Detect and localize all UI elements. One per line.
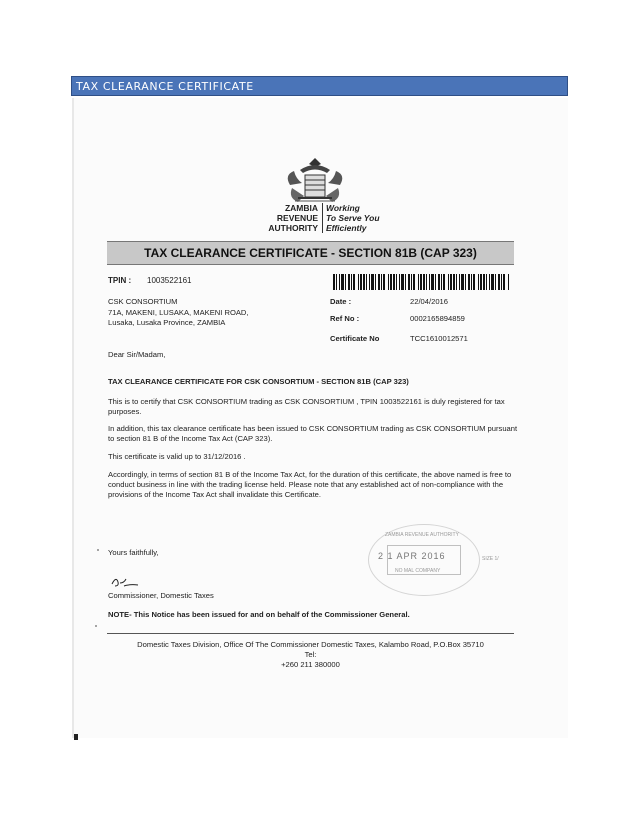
barcode-bar [431, 274, 434, 290]
barcode-bar [408, 274, 410, 290]
barcode-bar [438, 274, 440, 290]
salutation: Dear Sir/Madam, [108, 350, 166, 359]
barcode-bar [393, 274, 395, 290]
barcode-bar [401, 274, 404, 290]
barcode-bar [478, 274, 479, 290]
tagline-line-2: To Serve You [326, 213, 380, 223]
barcode-bar [383, 274, 385, 290]
barcode-bar [503, 274, 505, 290]
barcode-bar [483, 274, 485, 290]
footer-line-3: +260 211 380000 [281, 660, 340, 669]
tagline-line-1: Working [326, 203, 360, 213]
logo-line-zambia: ZAMBIA [284, 203, 318, 213]
barcode-bar [420, 274, 422, 290]
barcode-bar [495, 274, 496, 290]
scan-speck [97, 549, 99, 551]
paragraph-compliance: Accordingly, in terms of section 81 B of the Income Tax Act, for the duration of this certificate, the above named is free to conduct business in line with the trading license held. Please note that any established act of non-compliance with the provisions of the Income Tax Act shall invalidate this Certificate. [108, 470, 512, 499]
scan-edge [72, 98, 74, 738]
barcode-bar [456, 274, 457, 290]
barcode-bar [435, 274, 436, 290]
barcode-bar [489, 274, 490, 290]
address-line-1: 71A, MAKENI, LUSAKA, MAKENI ROAD, [108, 308, 249, 317]
barcode-bar [508, 274, 509, 290]
barcode-bar [441, 274, 442, 290]
barcode-bar [388, 274, 389, 290]
barcode-bar [468, 274, 470, 290]
barcode-bar [411, 274, 412, 290]
stamp-bottom-text: NO MAL COMPANY [395, 568, 441, 574]
barcode-bar [480, 274, 482, 290]
barcode-bar [341, 274, 344, 290]
footer-address [107, 640, 514, 670]
certificate-title: TAX CLEARANCE CERTIFICATE - SECTION 81B (CAP 323) [144, 246, 477, 260]
subject-line: TAX CLEARANCE CERTIFICATE FOR CSK CONSORTIUM - SECTION 81B (CAP 323) [108, 377, 409, 386]
barcode-bar [491, 274, 494, 290]
barcode-bar [371, 274, 374, 290]
barcode-bar [429, 274, 430, 290]
ref-no-label: Ref No : [330, 314, 360, 323]
notice-note: NOTE- This Notice has been issued for and on behalf of the Commissioner General. [108, 610, 410, 619]
scan-corner-mark [74, 734, 78, 740]
barcode-bar [381, 274, 382, 290]
logo-divider [322, 203, 323, 233]
barcode-bar [399, 274, 400, 290]
certificate-no-label: Certificate No [330, 334, 380, 343]
logo-line-revenue: REVENUE [276, 213, 318, 223]
footer-line-2: Tel: [304, 650, 317, 659]
barcode-bar [465, 274, 466, 290]
certificate-no-value: TCC1610012571 [410, 334, 468, 343]
barcode-bar [339, 274, 340, 290]
section-header-bar [71, 76, 568, 96]
barcode-bar [459, 274, 460, 290]
stamp-side-text: SIZE 1/ [482, 556, 499, 562]
tpin-label: TPIN : [108, 276, 132, 285]
barcode-bar [498, 274, 500, 290]
barcode-bar [450, 274, 452, 290]
barcode-bar [473, 274, 475, 290]
barcode-bar [345, 274, 346, 290]
barcode-bar [418, 274, 419, 290]
logo-wordmark [248, 203, 318, 233]
date-label: Date : [330, 297, 352, 306]
logo-tagline [326, 203, 380, 233]
barcode-bar [461, 274, 464, 290]
date-value: 22/04/2016 [410, 297, 449, 306]
barcode-icon [333, 274, 511, 290]
footer-divider [107, 633, 514, 634]
barcode-bar [448, 274, 449, 290]
barcode-bar [366, 274, 367, 290]
footer-line-1: Domestic Taxes Division, Office Of The Commissioner Domestic Taxes, Kalambo Road, P.O.Box 35710 [137, 640, 484, 649]
stamp-date: 2 1 APR 2016 [378, 551, 446, 561]
closing: Yours faithfully, [108, 548, 159, 557]
signatory-title: Commissioner, Domestic Taxes [108, 591, 214, 600]
barcode-bar [333, 274, 335, 290]
paragraph-registration: This is to certify that CSK CONSORTIUM trading as CSK CONSORTIUM , TPIN 1003522161 is duly registered for tax purposes. [108, 397, 505, 416]
scan-speck [95, 625, 97, 627]
barcode-bar [471, 274, 472, 290]
tagline-line-3: Efficiently [326, 223, 367, 233]
barcode-bar [423, 274, 425, 290]
barcode-bar [396, 274, 397, 290]
barcode-bar [358, 274, 359, 290]
barcode-bar [405, 274, 406, 290]
barcode-bar [443, 274, 445, 290]
tpin-value: 1003522161 [147, 276, 192, 285]
barcode-bar [353, 274, 355, 290]
ref-no-value: 0002165894859 [410, 314, 465, 323]
barcode-bar [348, 274, 350, 290]
signature-icon [110, 574, 150, 590]
logo-line-authority: AUTHORITY [268, 223, 318, 233]
barcode-bar [378, 274, 380, 290]
paragraph-issuance: In addition, this tax clearance certificate has been issued to CSK CONSORTIUM trading as CSK CONSORTIUM pursuant to section 81 B of the Income Tax Act (CAP 323). [108, 424, 518, 443]
barcode-bar [375, 274, 376, 290]
address-name: CSK CONSORTIUM [108, 297, 178, 306]
barcode-bar [390, 274, 392, 290]
barcode-bar [501, 274, 502, 290]
barcode-bar [351, 274, 352, 290]
barcode-bar [336, 274, 337, 290]
barcode-bar [426, 274, 427, 290]
barcode-bar [360, 274, 362, 290]
barcode-bar [363, 274, 365, 290]
section-header-title: TAX CLEARANCE CERTIFICATE [76, 80, 254, 93]
certificate-title-banner [107, 241, 514, 265]
barcode-bar [453, 274, 455, 290]
barcode-bar [413, 274, 415, 290]
address-line-2: Lusaka, Lusaka Province, ZAMBIA [108, 318, 226, 327]
barcode-bar [369, 274, 370, 290]
paragraph-validity: This certificate is valid up to 31/12/2016 . [108, 452, 246, 461]
barcode-bar [486, 274, 487, 290]
stamp-top-text: ZAMBIA REVENUE AUTHORITY [385, 532, 459, 538]
